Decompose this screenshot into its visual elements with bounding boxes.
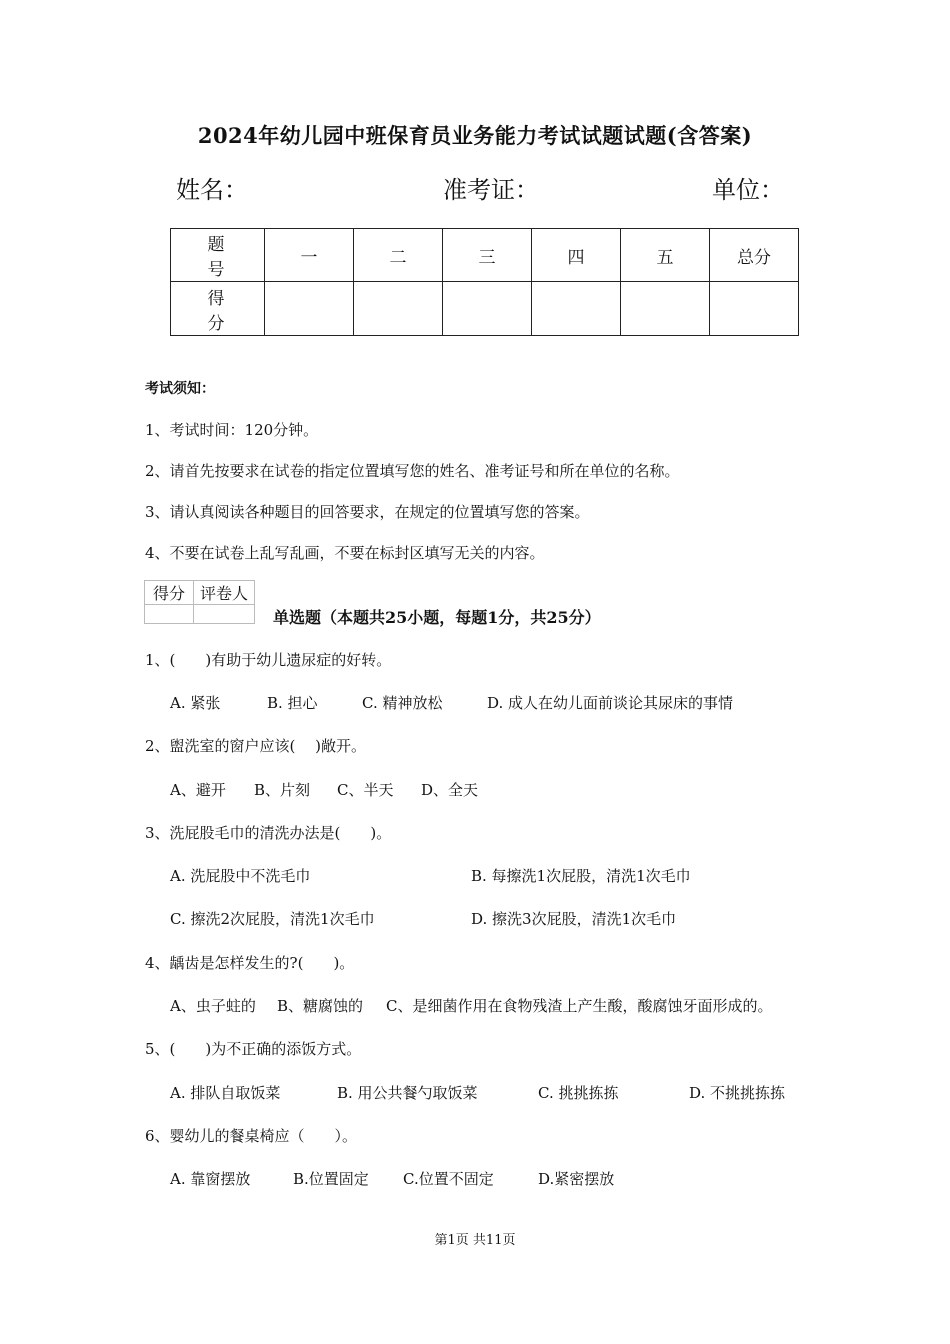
page-title: 2024年幼儿园中班保育员业务能力考试试题试题(含答案) [197, 123, 753, 148]
score-cell[interactable] [354, 282, 443, 336]
question-option: A. 洗屁股中不洗毛巾 [170, 867, 311, 885]
question-option: C、是细菌作用在食物残渣上产生酸，酸腐蚀牙面形成的。 [386, 997, 773, 1015]
question-stem: 3、洗屁股毛巾的清洗办法是( )。 [145, 824, 392, 842]
notice-heading: 考试须知： [145, 381, 215, 397]
unit-label: 单位： [712, 176, 784, 204]
question-option: D、全天 [421, 781, 479, 799]
score-row-label: 得 分 [171, 282, 265, 336]
question-option: D. 不挑挑拣拣 [689, 1084, 786, 1102]
question-option: C. 挑挑拣拣 [538, 1084, 619, 1102]
score-header-cell: 三 [443, 229, 532, 282]
exam-number-label: 准考证： [443, 176, 539, 204]
notice-item: 3、请认真阅读各种题目的回答要求，在规定的位置填写您的答案。 [145, 503, 590, 521]
question-option: C. 精神放松 [362, 694, 443, 712]
grader-reviewer-label: 评卷人 [194, 581, 255, 605]
question-option: C. 擦洗2次屁股，清洗1次毛巾 [170, 910, 375, 928]
name-label: 姓名： [176, 176, 248, 204]
notice-item: 2、请首先按要求在试卷的指定位置填写您的姓名、准考证号和所在单位的名称。 [145, 462, 680, 480]
question-stem: 2、盥洗室的窗户应该( )敞开。 [145, 737, 367, 755]
question-option: A、避开 [170, 781, 226, 799]
question-option: A. 靠窗摆放 [170, 1170, 251, 1188]
question-option: B、糖腐蚀的 [277, 997, 364, 1015]
score-header-cell: 总分 [710, 229, 799, 282]
question-option: B. 担心 [267, 694, 318, 712]
question-option: D. 成人在幼儿面前谈论其尿床的事情 [487, 694, 734, 712]
section-title: 单选题（本题共25小题，每题1分，共25分） [273, 608, 601, 627]
question-option: A. 排队自取饭菜 [170, 1084, 281, 1102]
question-stem: 5、( )为不正确的添饭方式。 [145, 1040, 362, 1058]
score-cell[interactable] [710, 282, 799, 336]
notice-item: 1、考试时间：120分钟。 [145, 421, 319, 439]
question-option: D.紧密摆放 [538, 1170, 615, 1188]
question-option: D. 擦洗3次屁股，清洗1次毛巾 [471, 910, 677, 928]
question-option: C.位置不固定 [403, 1170, 494, 1188]
question-option: B. 用公共餐勺取饭菜 [337, 1084, 478, 1102]
score-table-header-row [171, 229, 799, 282]
grader-box [144, 580, 255, 624]
question-stem: 6、婴幼儿的餐桌椅应（ ）。 [145, 1127, 358, 1145]
grader-score-label: 得分 [145, 581, 194, 605]
question-option: A. 紧张 [170, 694, 221, 712]
page-footer: 第1页 共11页 [434, 1233, 516, 1248]
score-cell[interactable] [443, 282, 532, 336]
question-option: B.位置固定 [293, 1170, 369, 1188]
question-option: A、虫子蛀的 [170, 997, 256, 1015]
score-cell[interactable] [621, 282, 710, 336]
notice-item: 4、不要在试卷上乱写乱画，不要在标封区填写无关的内容。 [145, 544, 545, 562]
score-table [170, 228, 799, 336]
question-option: B、片刻 [254, 781, 311, 799]
question-option: B. 每擦洗1次屁股，清洗1次毛巾 [471, 867, 691, 885]
score-header-cell: 二 [354, 229, 443, 282]
question-stem: 4、龋齿是怎样发生的?( )。 [145, 954, 355, 972]
score-header-cell: 四 [532, 229, 621, 282]
grader-reviewer-cell[interactable] [194, 605, 255, 624]
question-stem: 1、( )有助于幼儿遗尿症的好转。 [145, 651, 392, 669]
score-header-cell: 一 [265, 229, 354, 282]
grader-score-cell[interactable] [145, 605, 194, 624]
question-option: C、半天 [337, 781, 394, 799]
score-header-cell: 五 [621, 229, 710, 282]
score-table-score-row [171, 282, 799, 336]
score-header-cell: 题 号 [171, 229, 265, 282]
score-cell[interactable] [532, 282, 621, 336]
